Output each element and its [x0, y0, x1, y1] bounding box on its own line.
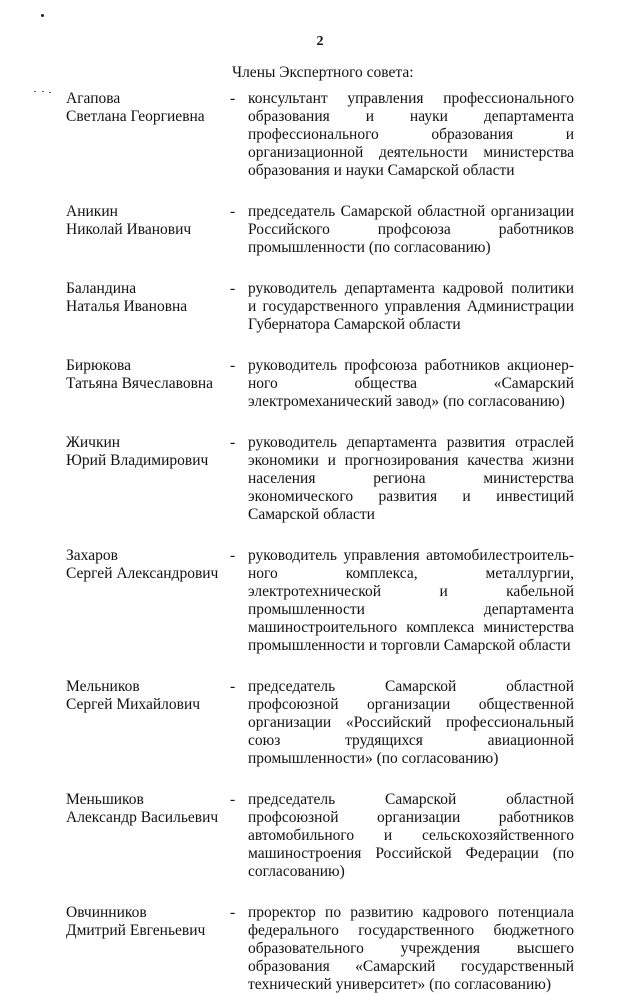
member-role: руководитель департамента кадровой политики и государственного управления Администрации Губернатора Самарской области — [248, 280, 574, 333]
council-heading: Члены Экспертного совета: — [232, 64, 414, 81]
member-name — [66, 203, 226, 239]
scan-speck — [41, 14, 44, 17]
member-role: проректор по развитию кадрового потенциала федерального государственного бюджетного образовательного учреждения высшего образования «Самарский государственный технический университет» (по согласованию) — [248, 904, 574, 993]
member-name — [66, 434, 226, 470]
member-surname: Бирюкова — [66, 357, 132, 374]
members-list — [0, 90, 640, 994]
member-role: председатель Самарской областной организации Российского профсоюза работников промышленности (по согласованию) — [248, 203, 574, 256]
member-given-names: Наталья Ивановна — [66, 298, 188, 315]
member-role: консультант управления профессионального образования и науки департамента профессионального образования и организационной деятельности министерства образования и науки Самарской области — [248, 90, 574, 179]
member-name — [66, 547, 226, 583]
member-entry — [0, 791, 640, 881]
dash-separator: - — [230, 434, 236, 451]
member-entry — [0, 904, 640, 994]
member-surname: Захаров — [66, 547, 118, 564]
member-entry — [0, 203, 640, 257]
dash-separator: - — [230, 678, 236, 695]
member-entry — [0, 280, 640, 334]
member-entry — [0, 547, 640, 655]
dash-separator: - — [230, 280, 236, 297]
member-surname: Меньшиков — [66, 791, 144, 808]
member-given-names: Татьяна Вячеславовна — [66, 375, 214, 392]
member-surname: Агапова — [66, 90, 121, 107]
member-name — [66, 90, 226, 126]
member-given-names: Николай Иванович — [66, 221, 192, 238]
member-role: руководитель профсоюза работников акционерного общества «Самарский электромеханический завод» (по согласованию) — [248, 357, 574, 410]
dash-separator: - — [230, 791, 236, 808]
member-surname: Аникин — [66, 203, 118, 220]
member-surname: Баландина — [66, 280, 137, 297]
member-entry — [0, 90, 640, 180]
member-entry — [0, 357, 640, 411]
dash-separator: - — [230, 203, 236, 220]
member-role: председатель Самарской областной профсоюзной организации общественной организации «Российский профессиональный союз трудящихся авиационной промышленности» (по согласованию) — [248, 678, 574, 767]
member-name — [66, 678, 226, 714]
member-given-names: Александр Васильевич — [66, 809, 219, 826]
member-name — [66, 791, 226, 827]
dash-separator: - — [230, 547, 236, 564]
member-given-names: Дмитрий Евгеньевич — [66, 922, 206, 939]
member-given-names: Сергей Александрович — [66, 565, 219, 582]
member-given-names: Светлана Георгиевна — [66, 108, 205, 125]
member-name — [66, 904, 226, 940]
member-given-names: Юрий Владимирович — [66, 452, 209, 469]
member-entry — [0, 434, 640, 524]
member-name — [66, 280, 226, 316]
page-number: 2 — [316, 34, 324, 49]
member-given-names: Сергей Михайлович — [66, 696, 201, 713]
dash-separator: - — [230, 90, 236, 107]
dash-separator: - — [230, 357, 236, 374]
member-name — [66, 357, 226, 393]
member-entry — [0, 678, 640, 768]
dash-separator: - — [230, 904, 236, 921]
member-role: руководитель управления автомобилестроительного комплекса, металлургии, электротехнической и кабельной промышленности департамента машиностроительного комплекса министерства промышленности и торговли Самарской области — [248, 547, 574, 654]
member-surname: Овчинников — [66, 904, 147, 921]
member-surname: Мельников — [66, 678, 140, 695]
member-role: руководитель департамента развития отраслей экономики и прогнозирования качества жизни населения региона министерства экономического развития и инвестиций Самарской области — [248, 434, 574, 523]
member-role: председатель Самарской областной профсоюзной организации работников автомобильного и сельскохозяйственного машиностроения Российской Федерации (по согласованию) — [248, 791, 574, 880]
member-surname: Жичкин — [66, 434, 121, 451]
